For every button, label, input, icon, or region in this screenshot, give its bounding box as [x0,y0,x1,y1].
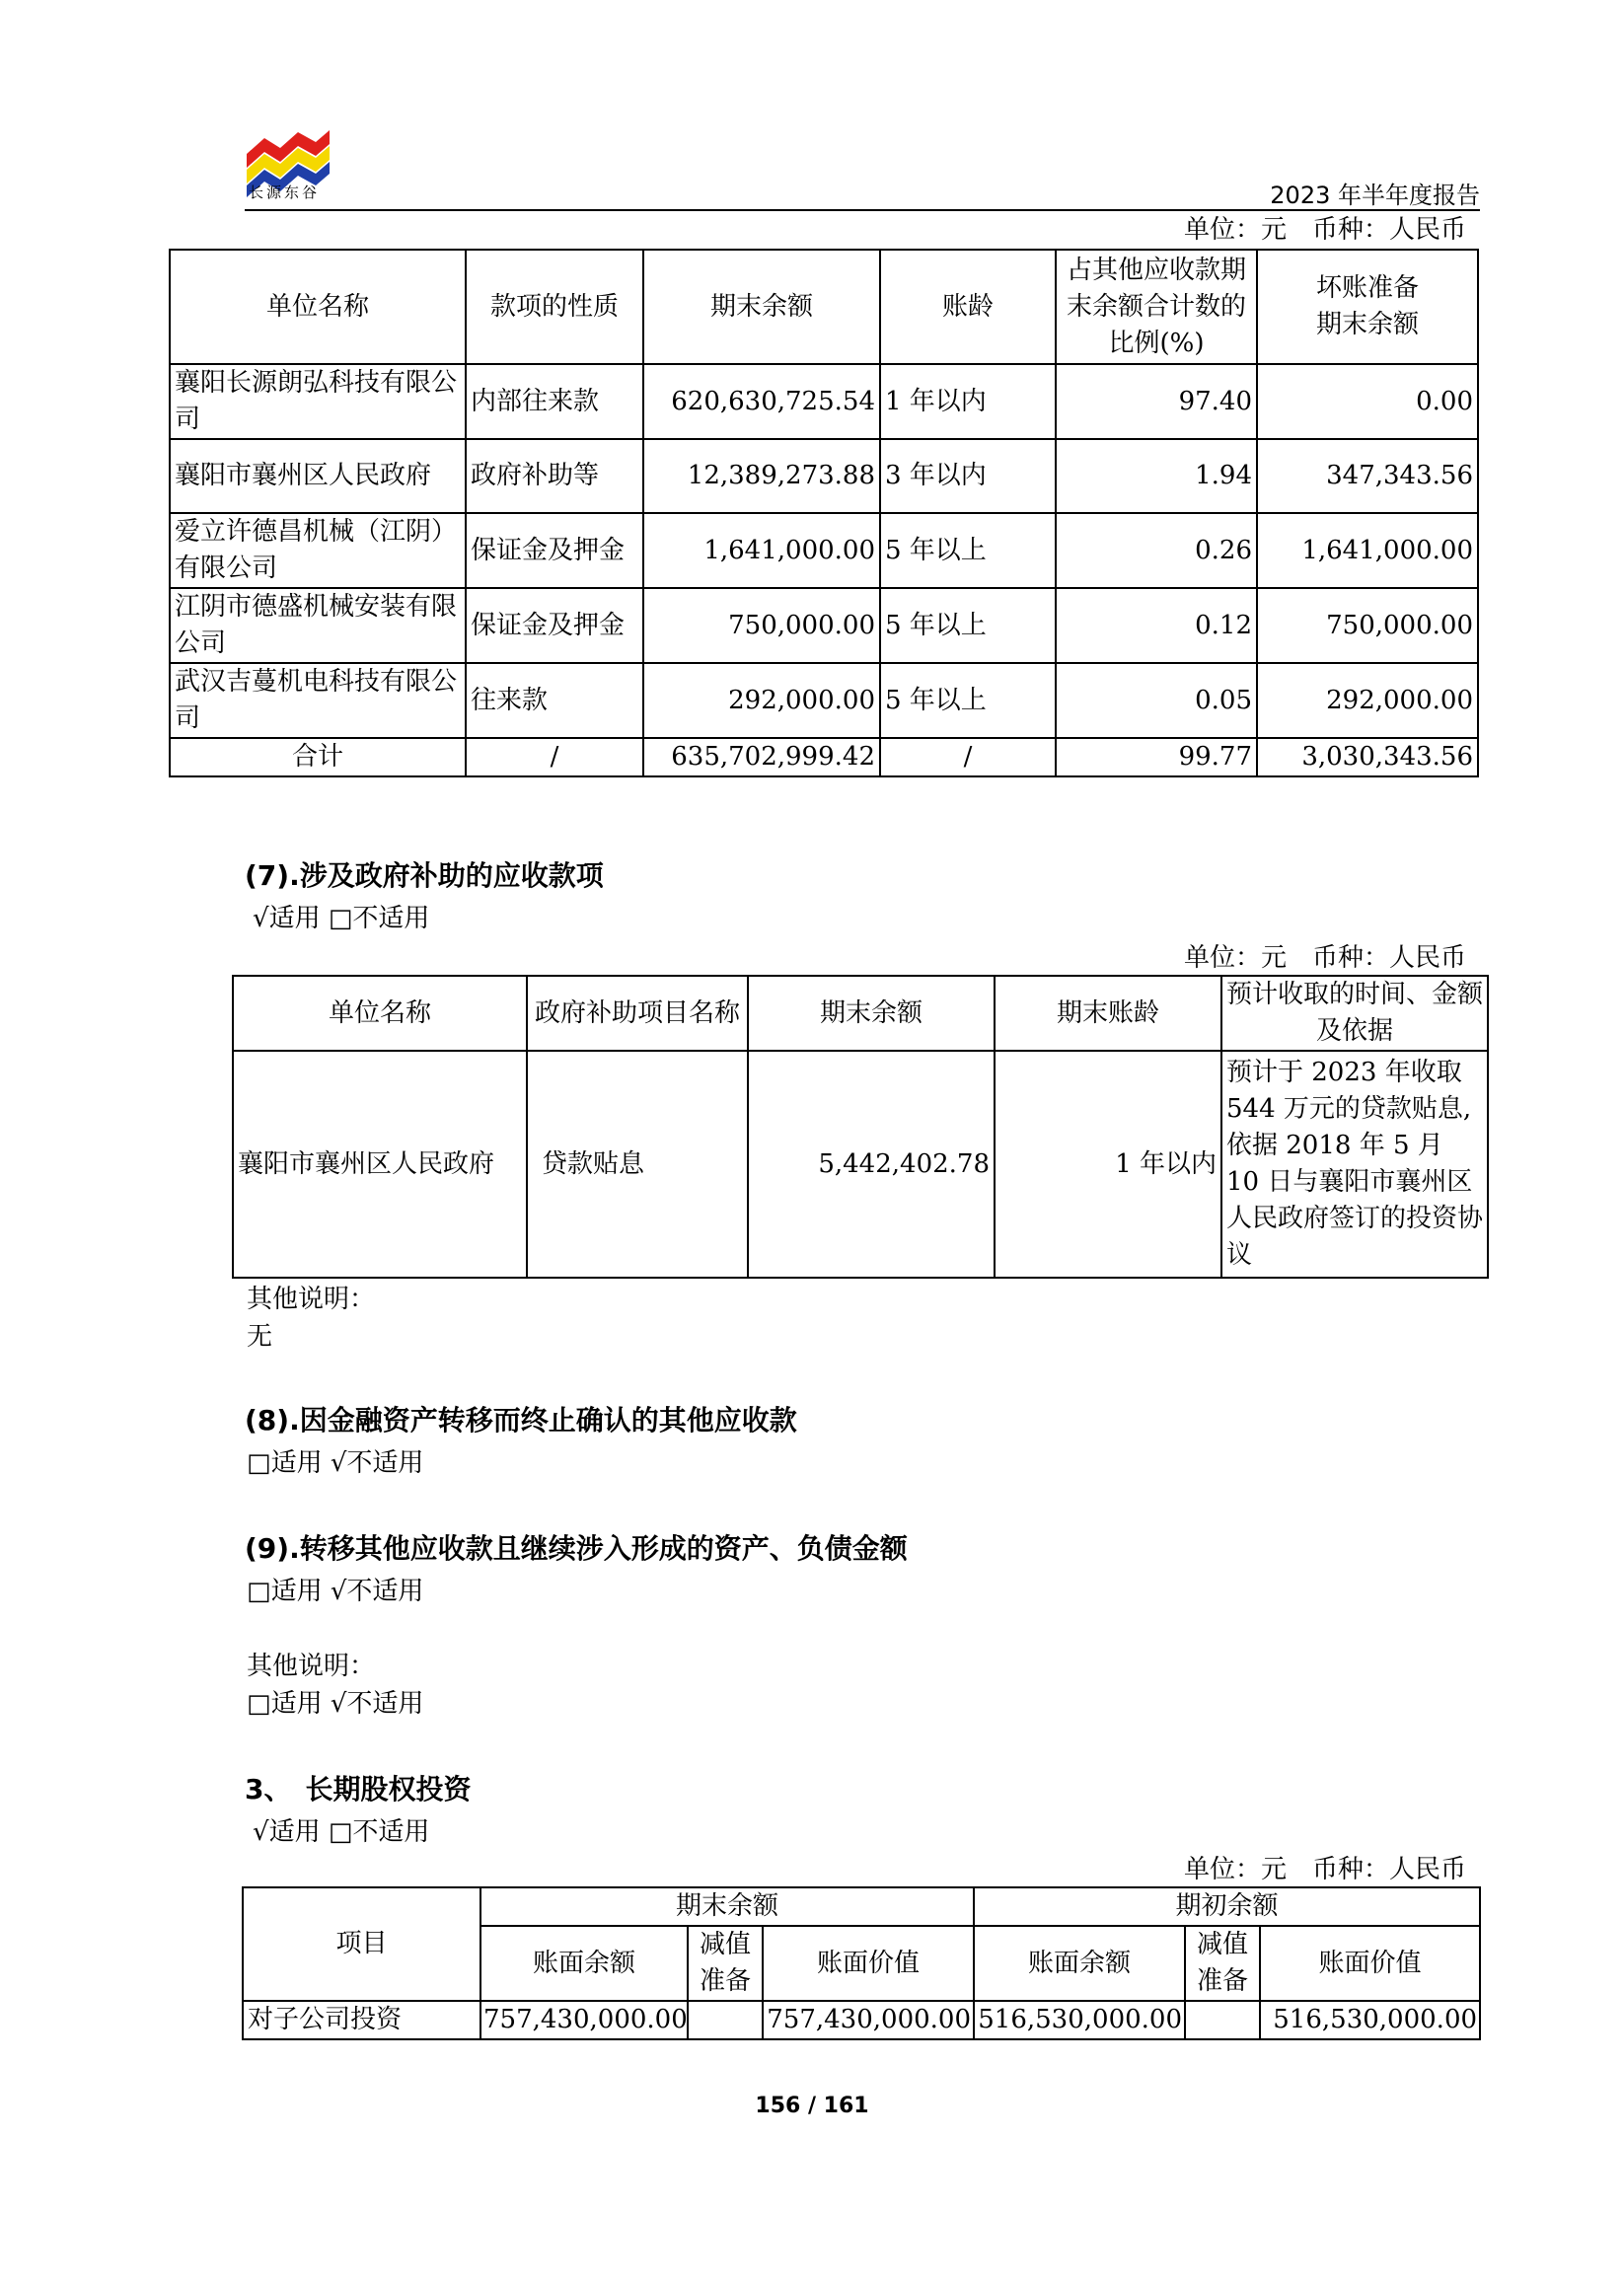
cell-balance: 5,442,402.78 [748,1051,995,1278]
cell-bad-debt: 750,000.00 [1257,588,1478,663]
header-ending-aging: 期末账龄 [995,976,1221,1051]
cell-unit-name: 襄阳市襄州区人民政府 [233,1051,527,1278]
total-aging: / [880,738,1056,776]
report-title: 2023 年半年度报告 [1270,182,1480,209]
section9-heading: (9).转移其他应收款且继续涉入形成的资产、负债金额 [245,1532,908,1565]
total-ratio: 99.77 [1056,738,1257,776]
section3-unit-label: 单位：元 币种：人民币 [1183,1855,1466,1884]
total-bad-debt: 3,030,343.56 [1257,738,1478,776]
cell-nature: 内部往来款 [466,364,643,439]
header-ending-balance: 期末余额 [643,250,880,364]
header-unit-name: 单位名称 [233,976,527,1051]
section9-applicability: □适用 √不适用 [247,1577,424,1606]
receivables-top5-table [169,249,1479,777]
cell-begin-impairment [1185,2001,1260,2039]
table-row [170,663,1478,738]
section7-applicability: √适用 □不适用 [253,904,430,933]
cell-nature: 保证金及押金 [466,588,643,663]
table-row [243,2001,1480,2039]
cell-ratio: 0.12 [1056,588,1257,663]
total-row [170,738,1478,776]
header-expected-collection: 预计收取的时间、金额及依据 [1221,976,1488,1051]
cell-end-impairment [688,2001,763,2039]
table-row [170,364,1478,439]
section7-other-label: 其他说明： [247,1285,376,1314]
total-nature: / [466,738,643,776]
cell-nature: 政府补助等 [466,439,643,513]
page-number: 156 / 161 [755,2094,869,2118]
cell-ratio: 97.40 [1056,364,1257,439]
header-book-value: 账面价值 [1260,1926,1480,2001]
cell-ratio: 1.94 [1056,439,1257,513]
header-ratio: 占其他应收款期末余额合计数的比例(%) [1056,250,1257,364]
table-row [233,1051,1488,1278]
cell-unit-name: 武汉吉蔓机电科技有限公司 [170,663,466,738]
cell-bad-debt: 347,343.56 [1257,439,1478,513]
cell-nature: 保证金及押金 [466,513,643,588]
section8-applicability: □适用 √不适用 [247,1448,424,1478]
cell-balance: 1,641,000.00 [643,513,880,588]
cell-end-book-value: 757,430,000.00 [763,2001,974,2039]
section9-other-label: 其他说明： [247,1652,376,1681]
cell-balance: 12,389,273.88 [643,439,880,513]
header-ending-balance: 期末余额 [748,976,995,1051]
header-impairment: 减值准备 [688,1926,763,2001]
table-row [170,439,1478,513]
cell-subsidy-project: 贷款贴息 [527,1051,748,1278]
header-book-value: 账面价值 [763,1926,974,2001]
total-label: 合计 [170,738,466,776]
cell-unit-name: 江阴市德盛机械安装有限公司 [170,588,466,663]
section7-other-value: 无 [247,1322,273,1352]
header-subsidy-project: 政府补助项目名称 [527,976,748,1051]
section8-heading: (8).因金融资产转移而终止确认的其他应收款 [245,1404,797,1437]
government-subsidy-table [232,975,1489,1279]
header-book-balance: 账面余额 [480,1926,688,2001]
cell-balance: 292,000.00 [643,663,880,738]
header-ending-group: 期末余额 [480,1887,974,1926]
cell-bad-debt: 1,641,000.00 [1257,513,1478,588]
header-impairment: 减值准备 [1185,1926,1260,2001]
cell-expected-collection: 预计于 2023 年收取 544 万元的贷款贴息,依据 2018 年 5 月 10 日与襄阳市襄州区人民政府签订的投资协议 [1221,1051,1488,1278]
header-item: 项目 [243,1887,480,2001]
cell-unit-name: 襄阳长源朗弘科技有限公司 [170,364,466,439]
cell-balance: 620,630,725.54 [643,364,880,439]
cell-item: 对子公司投资 [243,2001,480,2039]
header-aging: 账龄 [880,250,1056,364]
header-book-balance: 账面余额 [974,1926,1185,2001]
table-row [170,513,1478,588]
cell-ratio: 0.05 [1056,663,1257,738]
cell-aging: 1 年以内 [880,364,1056,439]
cell-aging: 1 年以内 [995,1051,1221,1278]
section7-heading: (7).涉及政府补助的应收款项 [245,859,604,892]
cell-nature: 往来款 [466,663,643,738]
long-term-equity-table [242,1886,1481,2040]
section9-other-applicability: □适用 √不适用 [247,1689,424,1719]
section7-unit-label: 单位：元 币种：人民币 [1183,943,1466,973]
cell-end-book-balance: 757,430,000.00 [480,2001,688,2039]
cell-aging: 5 年以上 [880,663,1056,738]
table1-unit-label: 单位：元 币种：人民币 [1183,215,1466,245]
table-row [170,588,1478,663]
header-beginning-group: 期初余额 [974,1887,1480,1926]
cell-begin-book-value: 516,530,000.00 [1260,2001,1480,2039]
cell-begin-book-balance: 516,530,000.00 [974,2001,1185,2039]
total-balance: 635,702,999.42 [643,738,880,776]
cell-ratio: 0.26 [1056,513,1257,588]
header-unit-name: 单位名称 [170,250,466,364]
header-nature: 款项的性质 [466,250,643,364]
logo-text: 长源东谷 [249,184,321,201]
header-bad-debt: 坏账准备 期末余额 [1257,250,1478,364]
cell-unit-name: 爱立许德昌机械（江阴）有限公司 [170,513,466,588]
cell-bad-debt: 292,000.00 [1257,663,1478,738]
cell-balance: 750,000.00 [643,588,880,663]
cell-aging: 5 年以上 [880,513,1056,588]
cell-aging: 5 年以上 [880,588,1056,663]
cell-bad-debt: 0.00 [1257,364,1478,439]
section3-applicability: √适用 □不适用 [253,1817,430,1847]
section3-heading: 3、 长期股权投资 [245,1773,472,1806]
cell-aging: 3 年以内 [880,439,1056,513]
cell-unit-name: 襄阳市襄州区人民政府 [170,439,466,513]
